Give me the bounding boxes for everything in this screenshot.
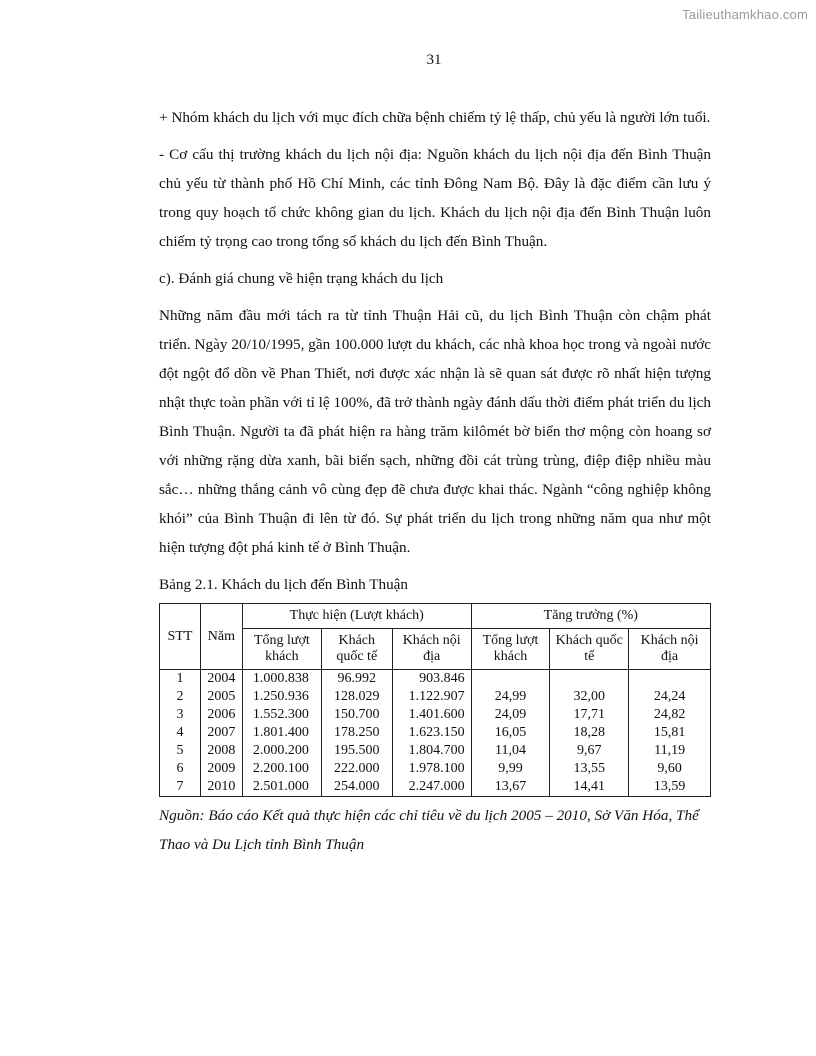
table-cell: 150.700 [321,706,392,724]
table-cell: 16,05 [471,724,550,742]
table-cell: 1.122.907 [392,688,471,706]
table-cell: 4 [160,724,201,742]
table-cell: 3 [160,706,201,724]
table-cell: 2008 [200,742,242,760]
table-cell: 32,00 [550,688,629,706]
header-group-growth: Tăng trưởng (%) [471,604,710,629]
table-cell: 24,99 [471,688,550,706]
table-cell [471,670,550,689]
table-cell: 6 [160,760,201,778]
page-number: 31 [426,52,442,68]
table-cell: 11,04 [471,742,550,760]
table-cell: 2004 [200,670,242,689]
header-group-actual: Thực hiện (Lượt khách) [242,604,471,629]
table-row [160,670,711,689]
header-growth-domestic: Khách nội địa [629,629,711,670]
table-cell: 2.000.200 [242,742,321,760]
table-cell: 222.000 [321,760,392,778]
table-cell: 195.500 [321,742,392,760]
table-row [160,688,711,706]
header-domestic: Khách nội địa [392,629,471,670]
table-cell: 9,60 [629,760,711,778]
header-stt: STT [160,604,201,670]
table-cell: 9,99 [471,760,550,778]
table-cell: 18,28 [550,724,629,742]
table-cell: 1.552.300 [242,706,321,724]
table-cell: 13,55 [550,760,629,778]
table-cell: 2007 [200,724,242,742]
table-cell: 178.250 [321,724,392,742]
table-cell: 15,81 [629,724,711,742]
header-growth-international: Khách quốc tế [550,629,629,670]
table-row [160,778,711,797]
header-total-visitors: Tổng lượt khách [242,629,321,670]
header-year: Năm [200,604,242,670]
header-growth-total: Tổng lượt khách [471,629,550,670]
table-cell: 24,24 [629,688,711,706]
table-cell: 24,09 [471,706,550,724]
table-cell: 1.623.150 [392,724,471,742]
table-cell: 903.846 [392,670,471,689]
table-row [160,742,711,760]
table-cell: 1 [160,670,201,689]
section-heading: c). Đánh giá chung về hiện trạng khách du lịch [159,270,444,287]
tourist-table [159,603,711,797]
table-cell: 1.250.936 [242,688,321,706]
table-cell: 5 [160,742,201,760]
table-cell: 2006 [200,706,242,724]
table-cell: 2.200.100 [242,760,321,778]
table-cell: 1.804.700 [392,742,471,760]
document-body [159,103,711,859]
table-cell: 2 [160,688,201,706]
table-cell: 13,59 [629,778,711,797]
table-cell [629,670,711,689]
table-cell: 96.992 [321,670,392,689]
table-cell: 254.000 [321,778,392,797]
table-cell: 2009 [200,760,242,778]
watermark: Tailieuthamkhao.com [682,7,808,22]
table-cell: 9,67 [550,742,629,760]
table-cell: 11,19 [629,742,711,760]
table-cell: 1.401.600 [392,706,471,724]
table-cell: 17,71 [550,706,629,724]
paragraph-1: + Nhóm khách du lịch với mục đích chữa bệnh chiếm tỷ lệ thấp, chủ yếu là người lớn tuổi. [159,109,711,126]
table-cell: 2.501.000 [242,778,321,797]
table-row [160,706,711,724]
table-caption: Bảng 2.1. Khách du lịch đến Bình Thuận [159,576,409,593]
table-cell: 1.000.838 [242,670,321,689]
header-international: Khách quốc tế [321,629,392,670]
table-cell: 1.801.400 [242,724,321,742]
paragraph-2: - Cơ cấu thị trường khách du lịch nội địa: Nguồn khách du lịch nội địa đến Bình Thuận chủ yếu từ thành phố Hồ Chí Minh, các tỉnh Đông Nam Bộ. Đây là đặc điểm cần lưu ý trong quy hoạch tổ chức không gian du lịch. Khách du lịch nội địa đến Bình Thuận luôn chiếm tỷ trọng cao trong tổng số khách du lịch đến Bình Thuận. [159,146,711,250]
table-cell: 2005 [200,688,242,706]
table-cell: 13,67 [471,778,550,797]
table-cell: 24,82 [629,706,711,724]
table-cell: 2010 [200,778,242,797]
table-cell: 7 [160,778,201,797]
table-cell [550,670,629,689]
table-cell: 1.978.100 [392,760,471,778]
table-cell: 2.247.000 [392,778,471,797]
table-row [160,724,711,742]
paragraph-3: Những năm đầu mới tách ra từ tỉnh Thuận Hải cũ, du lịch Bình Thuận còn chậm phát triển. Ngày 20/10/1995, gần 100.000 lượt du khách, các nhà khoa học trong và ngoài nước đột ngột đổ dồn về Phan Thiết, nơi được xác nhận là sẽ quan sát được rõ nhất hiện tượng nhật thực toàn phần với tỉ lệ 100%, đã trở thành ngày đánh dấu thời điểm phát triển du lịch Bình Thuận. Người ta đã phát hiện ra hàng trăm kilômét bờ biển thơ mộng còn hoang sơ với những rặng dừa xanh, bãi biển sạch, những đồi cát trùng trùng, điệp điệp nhiều màu sắc… những thắng cảnh vô cùng đẹp đẽ chưa được khai thác. Ngành “công nghiệp không khói” của Bình Thuận đi lên từ đó. Sự phát triển du lịch trong những năm qua như một hiện tượng đột phá kinh tế ở Bình Thuận. [159,307,711,556]
table-body [160,670,711,797]
table-row [160,760,711,778]
table-source: Nguồn: Báo cáo Kết quả thực hiện các chỉ tiêu về du lịch 2005 – 2010, Sở Văn Hóa, Thể Thao và Du Lịch tỉnh Bình Thuận [159,807,699,853]
table-cell: 14,41 [550,778,629,797]
table-cell: 128.029 [321,688,392,706]
